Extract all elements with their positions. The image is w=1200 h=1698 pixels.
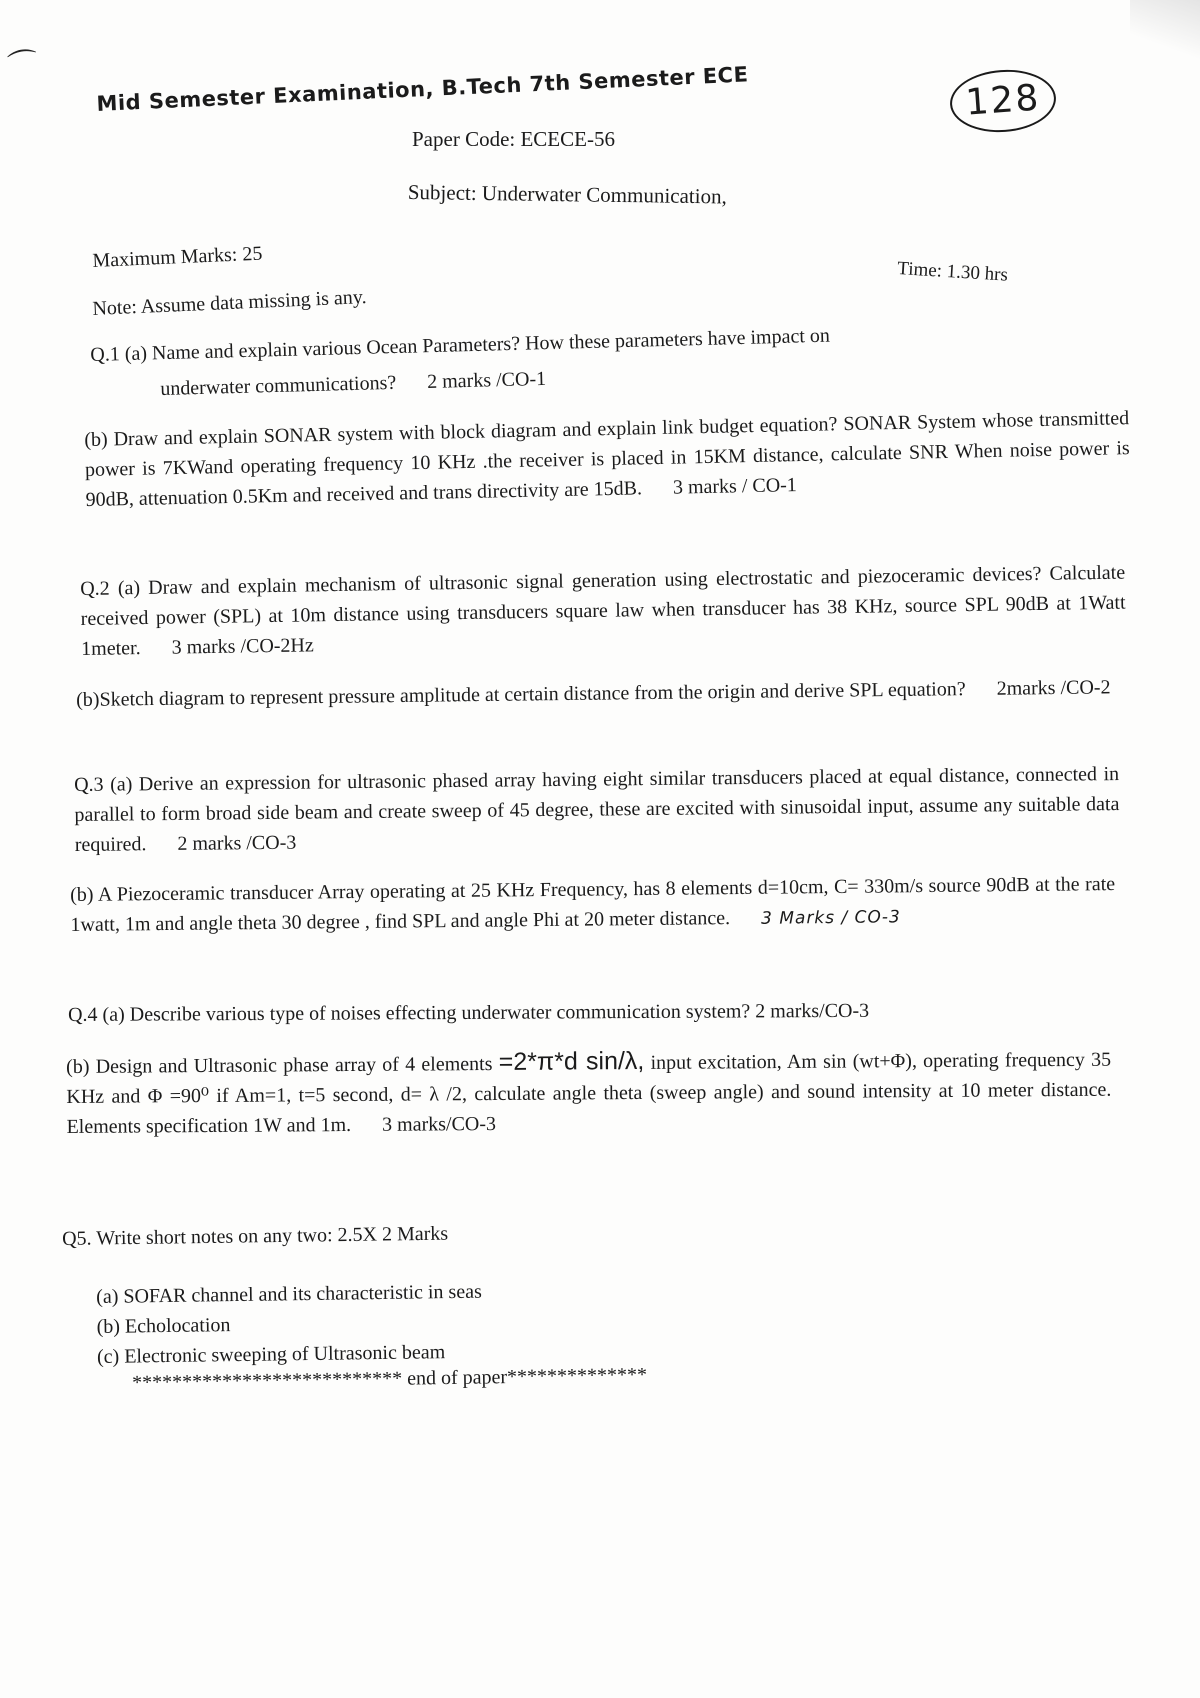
question-4a	[68, 995, 1113, 1030]
marks-label: 2marks /CO-2	[996, 676, 1111, 700]
list-item: (b) Echolocation	[96, 1314, 231, 1338]
exam-time: Time: 1.30 hrs	[896, 258, 1009, 286]
question-text: Q.2 (a) Draw and explain mechanism of ultrasonic signal generation using electrostatic and piezoceramic devices? Calculate received power (SPL) at 10m distance using transducers square law when transducer has 38 KHz, source SPL 90dB at 1Watt 1meter.	[80, 561, 1126, 660]
question-5: Q5. Write short notes on any two: 2.5X 2 Marks	[62, 1222, 449, 1250]
list-item: (a) SOFAR channel and its characteristic in seas	[96, 1280, 482, 1308]
marks-label: 2 marks /CO-3	[177, 831, 297, 855]
question-text: Q.4 (a) Describe various type of noises effecting underwater communication system? 2 marks/CO-3	[68, 999, 870, 1026]
end-of-paper: *************************** end of paper**************	[132, 1363, 648, 1394]
marks-label: 2 marks /CO-1	[426, 367, 547, 394]
question-4b	[66, 1043, 1112, 1142]
short-notes-list	[96, 1277, 483, 1372]
question-text: Q.1 (a) Name and explain various Ocean Parameters? How these parameters have impact on	[90, 324, 831, 366]
exam-note: Note: Assume data missing is any.	[92, 286, 367, 320]
list-item: (c) Electronic sweeping of Ultrasonic beam	[96, 1341, 446, 1368]
handwritten-marks-label: 3 Marks / CO-3	[760, 907, 901, 929]
question-3a	[74, 759, 1120, 860]
question-text: (b) Draw and explain SONAR system with block diagram and explain link budget equation? SONAR System whose transmitted power is 7KWand operating frequency 10 KHz .the receiver is placed in 15KM distance, calculate SNR When noise power is 90dB, attenuation 0.5Km and received and trans directivity are 15dB.	[84, 407, 1130, 511]
question-text: (b)Sketch diagram to represent pressure amplitude at certain distance from the origin and derive SPL equation?	[76, 678, 966, 711]
marks-label: 3 marks /CO-2Hz	[171, 634, 314, 659]
subject-line: Subject: Underwater Communication,	[407, 180, 727, 209]
paper-code: Paper Code: ECECE-56	[412, 127, 615, 151]
question-1a	[90, 313, 1135, 370]
paper-number-circled: 128	[948, 66, 1058, 135]
phase-expression: =2*π*d sin/λ,	[498, 1046, 645, 1076]
question-text: underwater communications?	[160, 371, 397, 400]
marks-label: 3 marks / CO-1	[672, 474, 798, 499]
question-3b	[70, 869, 1116, 941]
question-text: input excitation, Am sin (wt+Φ), operating frequency 35 KHz and Φ =90⁰ if Am=1, t=5 second, d= λ /2, calculate angle theta (sweep angle) and sound intensity at 10 meter distance. Elements specification 1W and 1m.	[66, 1048, 1112, 1138]
question-2a	[80, 558, 1126, 664]
marks-label: 3 marks/CO-3	[382, 1113, 497, 1136]
question-text: (b) Design and Ultrasonic phase array of 4 elements	[66, 1052, 499, 1078]
exam-title: Mid Semester Examination, B.Tech 7th Semester ECE	[96, 62, 749, 116]
question-text: Q.3 (a) Derive an expression for ultrasonic phased array having eight similar transducers placed at equal distance, connected in parallel to form broad side beam and create sweep of 45 degree, these are excited with sinusoidal input, assume any suitable data required.	[74, 763, 1120, 856]
question-text: (b) A Piezoceramic transducer Array operating at 25 KHz Frequency, has 8 elements d=10cm, C= 330m/s source 90dB at the rate 1watt, 1m and angle theta 30 degree , find SPL and angle Phi at 20 meter distance.	[70, 873, 1116, 936]
corner-pen-mark: ⌒	[5, 45, 42, 86]
question-1b	[84, 403, 1131, 515]
question-2b	[76, 672, 1121, 715]
maximum-marks: Maximum Marks: 25	[92, 242, 263, 272]
question-1a-continued	[160, 368, 546, 401]
scan-edge-shadow	[1130, 0, 1200, 60]
